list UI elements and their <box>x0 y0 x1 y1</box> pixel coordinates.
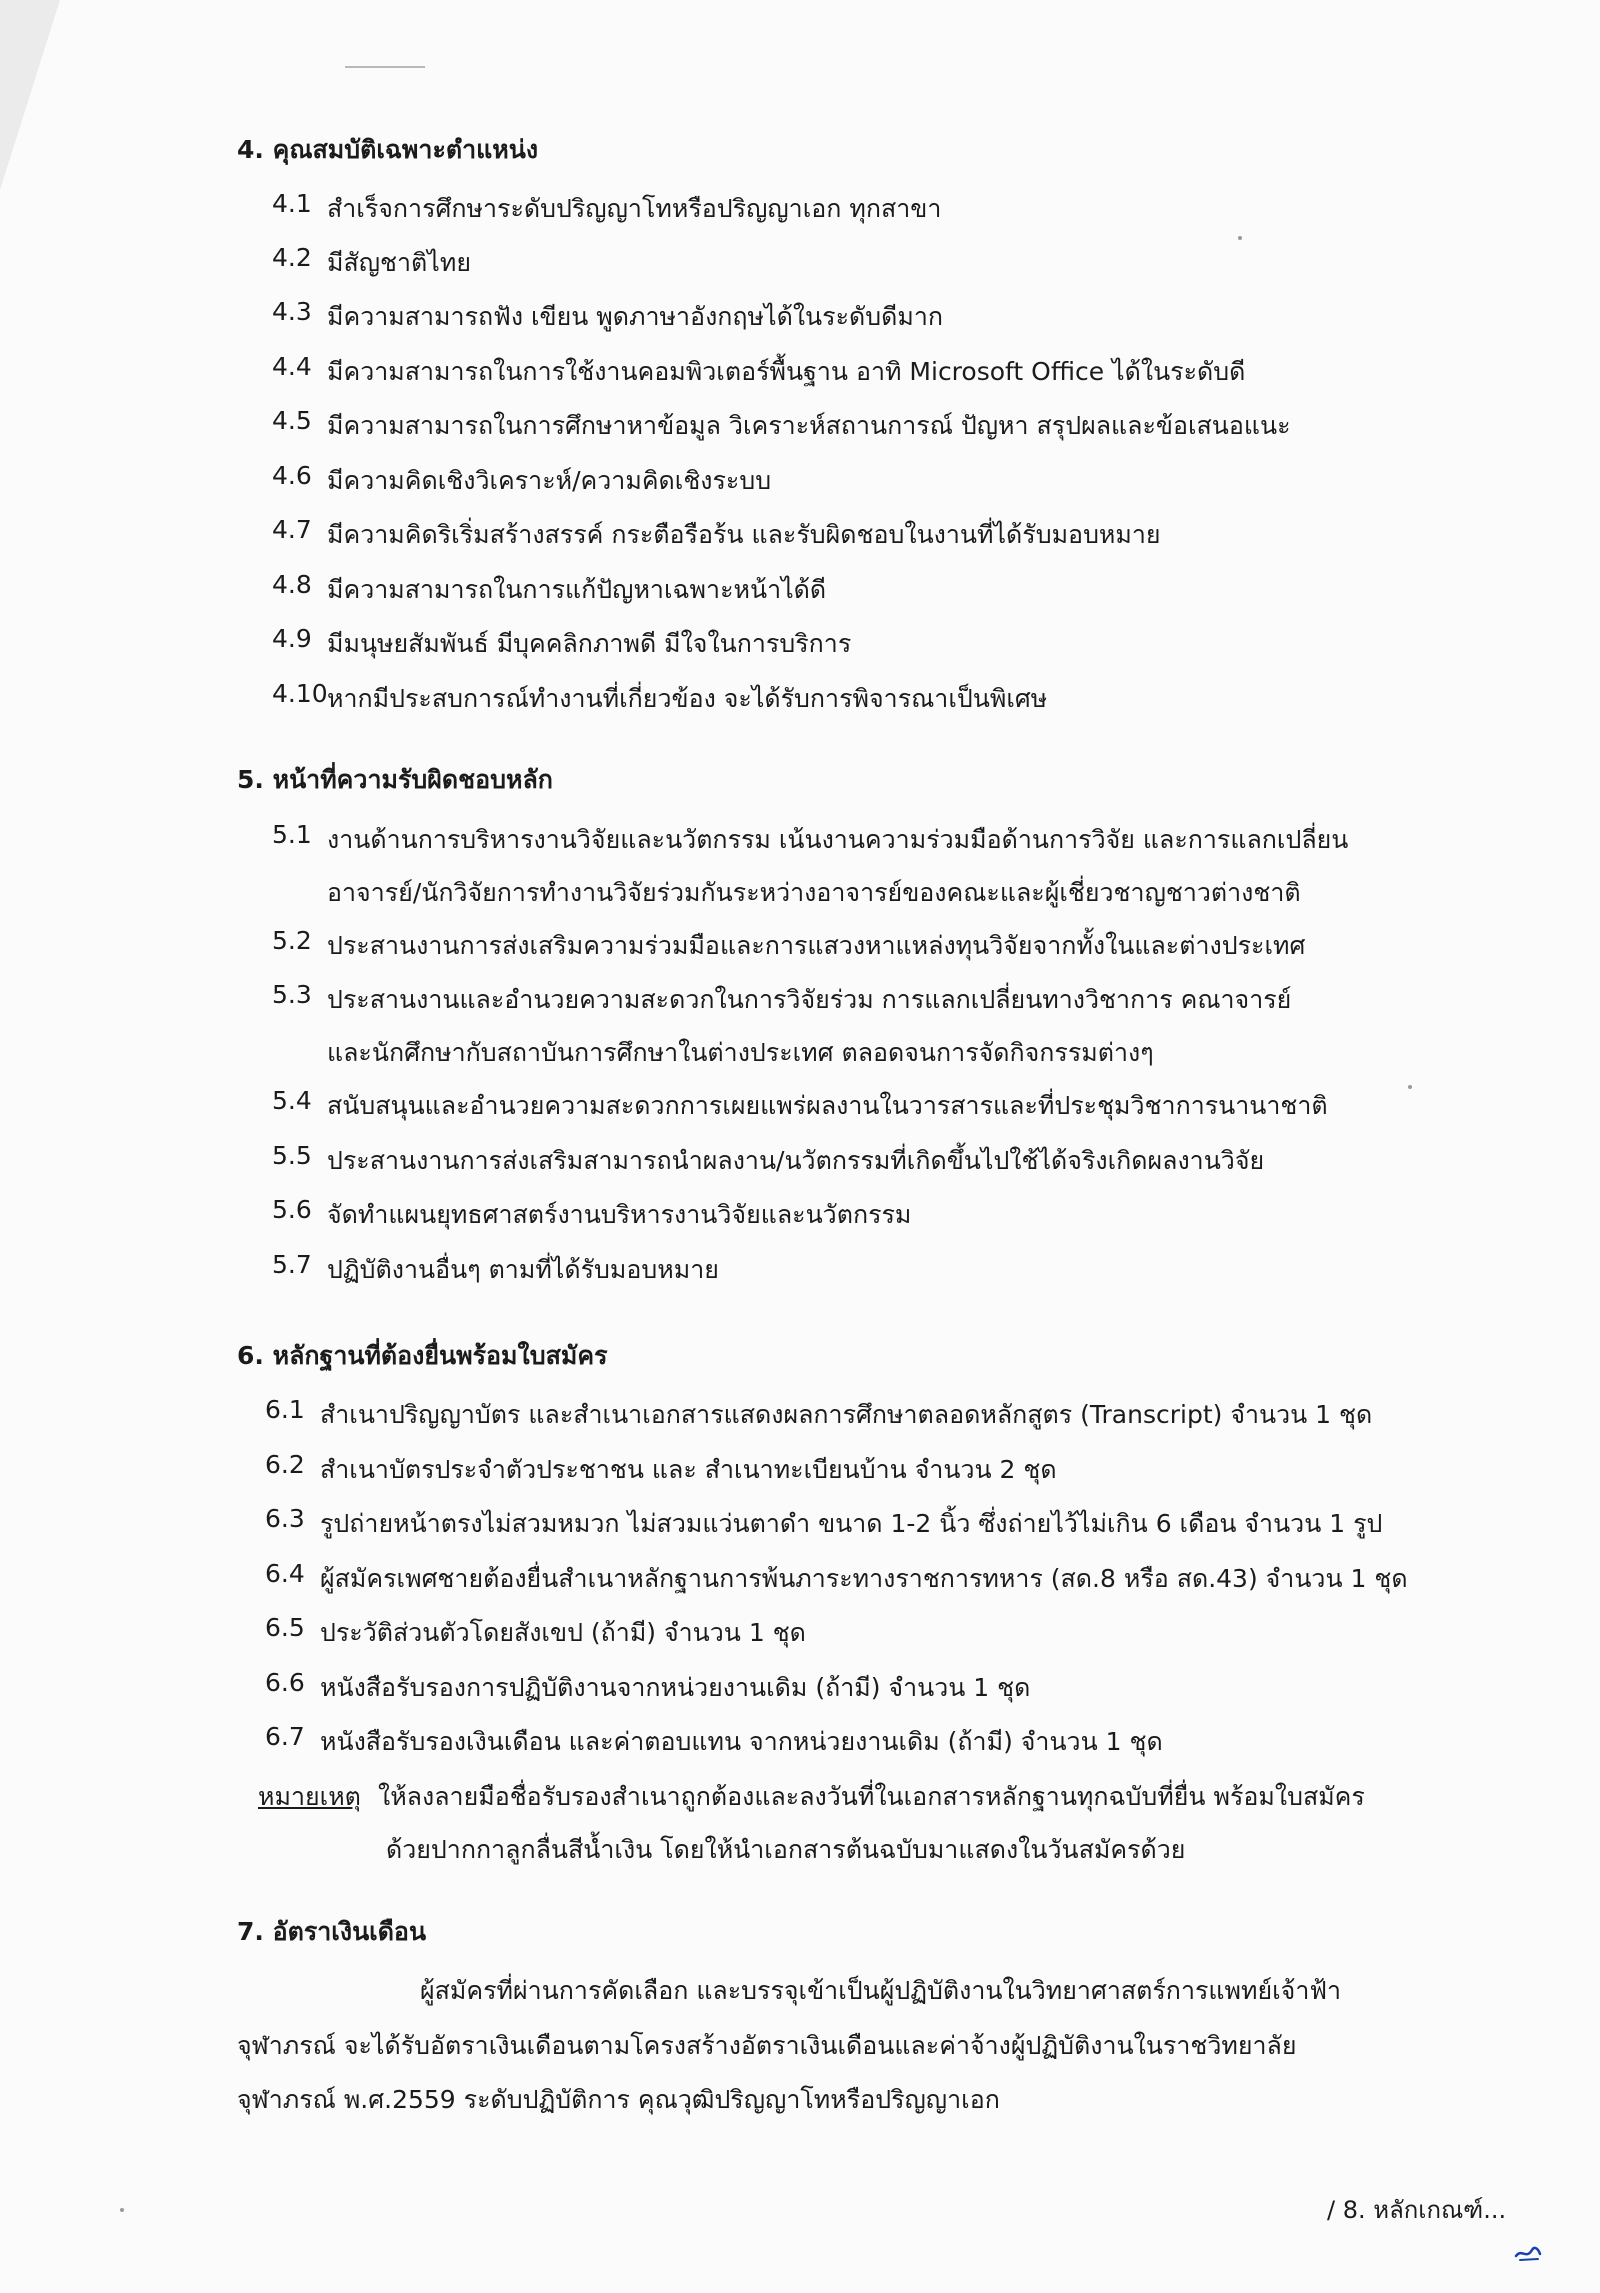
item-text: ประสานงานการส่งเสริมความร่วมมือและการแสวงหาแหล่งทุนวิจัยจากทั้งในและต่างประเทศ <box>327 931 1306 960</box>
section-4-title: 4. คุณสมบัติเฉพาะตำแหน่ง <box>237 135 539 164</box>
item-number: 6.7 <box>265 1722 305 1751</box>
item-number: 5.5 <box>272 1141 312 1170</box>
item-text: มีความสามารถในการแก้ปัญหาเฉพาะหน้าได้ดี <box>327 575 827 604</box>
item-text: สำเร็จการศึกษาระดับปริญญาโทหรือปริญญาเอก ทุกสาขา <box>327 194 942 223</box>
item-number: 4.9 <box>272 624 312 653</box>
section-5-title: 5. หน้าที่ความรับผิดชอบหลัก <box>237 765 553 794</box>
item-text: มีความคิดริเริ่มสร้างสรรค์ กระตือรือร้น และรับผิดชอบในงานที่ได้รับมอบหมาย <box>327 520 1161 549</box>
item-text: สนับสนุนและอำนวยความสะดวกการเผยแพร่ผลงานในวารสารและที่ประชุมวิชาการนานาชาติ <box>327 1091 1328 1120</box>
item-number: 5.1 <box>272 820 312 849</box>
salary-paragraph-line-3: จุฬาภรณ์ พ.ศ.2559 ระดับปฏิบัติการ คุณวุฒิปริญญาโทหรือปริญญาเอก <box>237 2085 1000 2114</box>
item-text: หากมีประสบการณ์ทำงานที่เกี่ยวข้อง จะได้รับการพิจารณาเป็นพิเศษ <box>327 684 1048 713</box>
item-text: สำเนาปริญญาบัตร และสำเนาเอกสารแสดงผลการศึกษาตลอดหลักสูตร (Transcript) จำนวน 1 ชุด <box>320 1400 1373 1429</box>
item-number: 6.4 <box>265 1559 305 1588</box>
scan-speck <box>1408 1085 1412 1089</box>
item-text: มีสัญชาติไทย <box>327 248 471 277</box>
scan-mark <box>345 66 425 68</box>
scan-speck <box>120 2208 124 2212</box>
scan-fold-shadow <box>0 0 60 190</box>
note-line-1: ให้ลงลายมือชื่อรับรองสำเนาถูกต้องและลงวันที่ในเอกสารหลักฐานทุกฉบับที่ยื่น พร้อมใบสมัคร <box>378 1782 1365 1811</box>
item-text: ปฏิบัติงานอื่นๆ ตามที่ได้รับมอบหมาย <box>327 1255 719 1284</box>
item-text: หนังสือรับรองการปฏิบัติงานจากหน่วยงานเดิม (ถ้ามี) จำนวน 1 ชุด <box>320 1673 1031 1702</box>
item-number: 5.6 <box>272 1195 312 1224</box>
item-text: ประสานงานการส่งเสริมสามารถนำผลงาน/นวัตกรรมที่เกิดขึ้นไปใช้ได้จริงเกิดผลงานวิจัย <box>327 1146 1265 1175</box>
item-number: 4.1 <box>272 189 312 218</box>
item-number: 6.5 <box>265 1613 305 1642</box>
note-line-2: ด้วยปากกาลูกลื่นสีน้ำเงิน โดยให้นำเอกสารต้นฉบับมาแสดงในวันสมัครด้วย <box>386 1835 1186 1864</box>
item-number: 6.1 <box>265 1395 305 1424</box>
item-text: มีความคิดเชิงวิเคราะห์/ความคิดเชิงระบบ <box>327 466 772 495</box>
item-continuation: และนักศึกษากับสถาบันการศึกษาในต่างประเทศ ตลอดจนการจัดกิจกรรมต่างๆ <box>327 1038 1154 1067</box>
page-continuation: / 8. หลักเกณฑ์... <box>1327 2196 1507 2224</box>
salary-paragraph-line-1: ผู้สมัครที่ผ่านการคัดเลือก และบรรจุเข้าเป็นผู้ปฏิบัติงานในวิทยาศาสตร์การแพทย์เจ้าฟ้า <box>420 1976 1342 2005</box>
scan-speck <box>1238 236 1242 240</box>
item-number: 5.2 <box>272 926 312 955</box>
item-text: งานด้านการบริหารงานวิจัยและนวัตกรรม เน้นงานความร่วมมือด้านการวิจัย และการแลกเปลี่ยน <box>327 825 1349 854</box>
item-text: ประวัติส่วนตัวโดยสังเขป (ถ้ามี) จำนวน 1 ชุด <box>320 1618 806 1647</box>
item-number: 4.2 <box>272 243 312 272</box>
item-number: 4.5 <box>272 406 312 435</box>
item-text: มีความสามารถฟัง เขียน พูดภาษาอังกฤษได้ในระดับดีมาก <box>327 302 943 331</box>
item-text: สำเนาบัตรประจำตัวประชาชน และ สำเนาทะเบียนบ้าน จำนวน 2 ชุด <box>320 1455 1057 1484</box>
item-text: จัดทำแผนยุทธศาสตร์งานบริหารงานวิจัยและนวัตกรรม <box>327 1200 912 1229</box>
item-text: มีความสามารถในการใช้งานคอมพิวเตอร์พื้นฐาน อาทิ Microsoft Office ได้ในระดับดี <box>327 357 1246 386</box>
note-label: หมายเหตุ <box>258 1782 361 1811</box>
item-number: 4.7 <box>272 515 312 544</box>
item-text: รูปถ่ายหน้าตรงไม่สวมหมวก ไม่สวมแว่นตาดำ ขนาด 1-2 นิ้ว ซึ่งถ่ายไว้ไม่เกิน 6 เดือน จำนวน 1 รูป <box>320 1509 1383 1538</box>
item-number: 4.6 <box>272 461 312 490</box>
item-number: 4.10 <box>272 679 328 708</box>
item-number: 4.3 <box>272 297 312 326</box>
initials-mark-icon <box>1512 2238 1544 2264</box>
item-text: มีมนุษยสัมพันธ์ มีบุคคลิกภาพดี มีใจในการบริการ <box>327 629 852 658</box>
item-text: หนังสือรับรองเงินเดือน และค่าตอบแทน จากหน่วยงานเดิม (ถ้ามี) จำนวน 1 ชุด <box>320 1727 1163 1756</box>
salary-paragraph-line-2: จุฬาภรณ์ จะได้รับอัตราเงินเดือนตามโครงสร้างอัตราเงินเดือนและค่าจ้างผู้ปฏิบัติงานในราชวิทยาลัย <box>237 2031 1297 2060</box>
item-number: 6.3 <box>265 1504 305 1533</box>
item-number: 4.4 <box>272 352 312 381</box>
section-6-title: 6. หลักฐานที่ต้องยื่นพร้อมใบสมัคร <box>237 1341 608 1370</box>
section-7-title: 7. อัตราเงินเดือน <box>237 1917 427 1946</box>
item-number: 5.3 <box>272 980 312 1009</box>
item-text: ประสานงานและอำนวยความสะดวกในการวิจัยร่วม การแลกเปลี่ยนทางวิชาการ คณาจารย์ <box>327 985 1292 1014</box>
item-continuation: อาจารย์/นักวิจัยการทำงานวิจัยร่วมกันระหว่างอาจารย์ของคณะและผู้เชี่ยวชาญชาวต่างชาติ <box>327 878 1301 907</box>
item-number: 6.6 <box>265 1668 305 1697</box>
item-number: 6.2 <box>265 1450 305 1479</box>
item-number: 5.7 <box>272 1250 312 1279</box>
item-text: มีความสามารถในการศึกษาหาข้อมูล วิเคราะห์สถานการณ์ ปัญหา สรุปผลและข้อเสนอแนะ <box>327 411 1291 440</box>
item-text: ผู้สมัครเพศชายต้องยื่นสำเนาหลักฐานการพ้นภาระทางราชการทหาร (สด.8 หรือ สด.43) จำนวน 1 ชุด <box>320 1564 1408 1593</box>
item-number: 4.8 <box>272 570 312 599</box>
item-number: 5.4 <box>272 1086 312 1115</box>
